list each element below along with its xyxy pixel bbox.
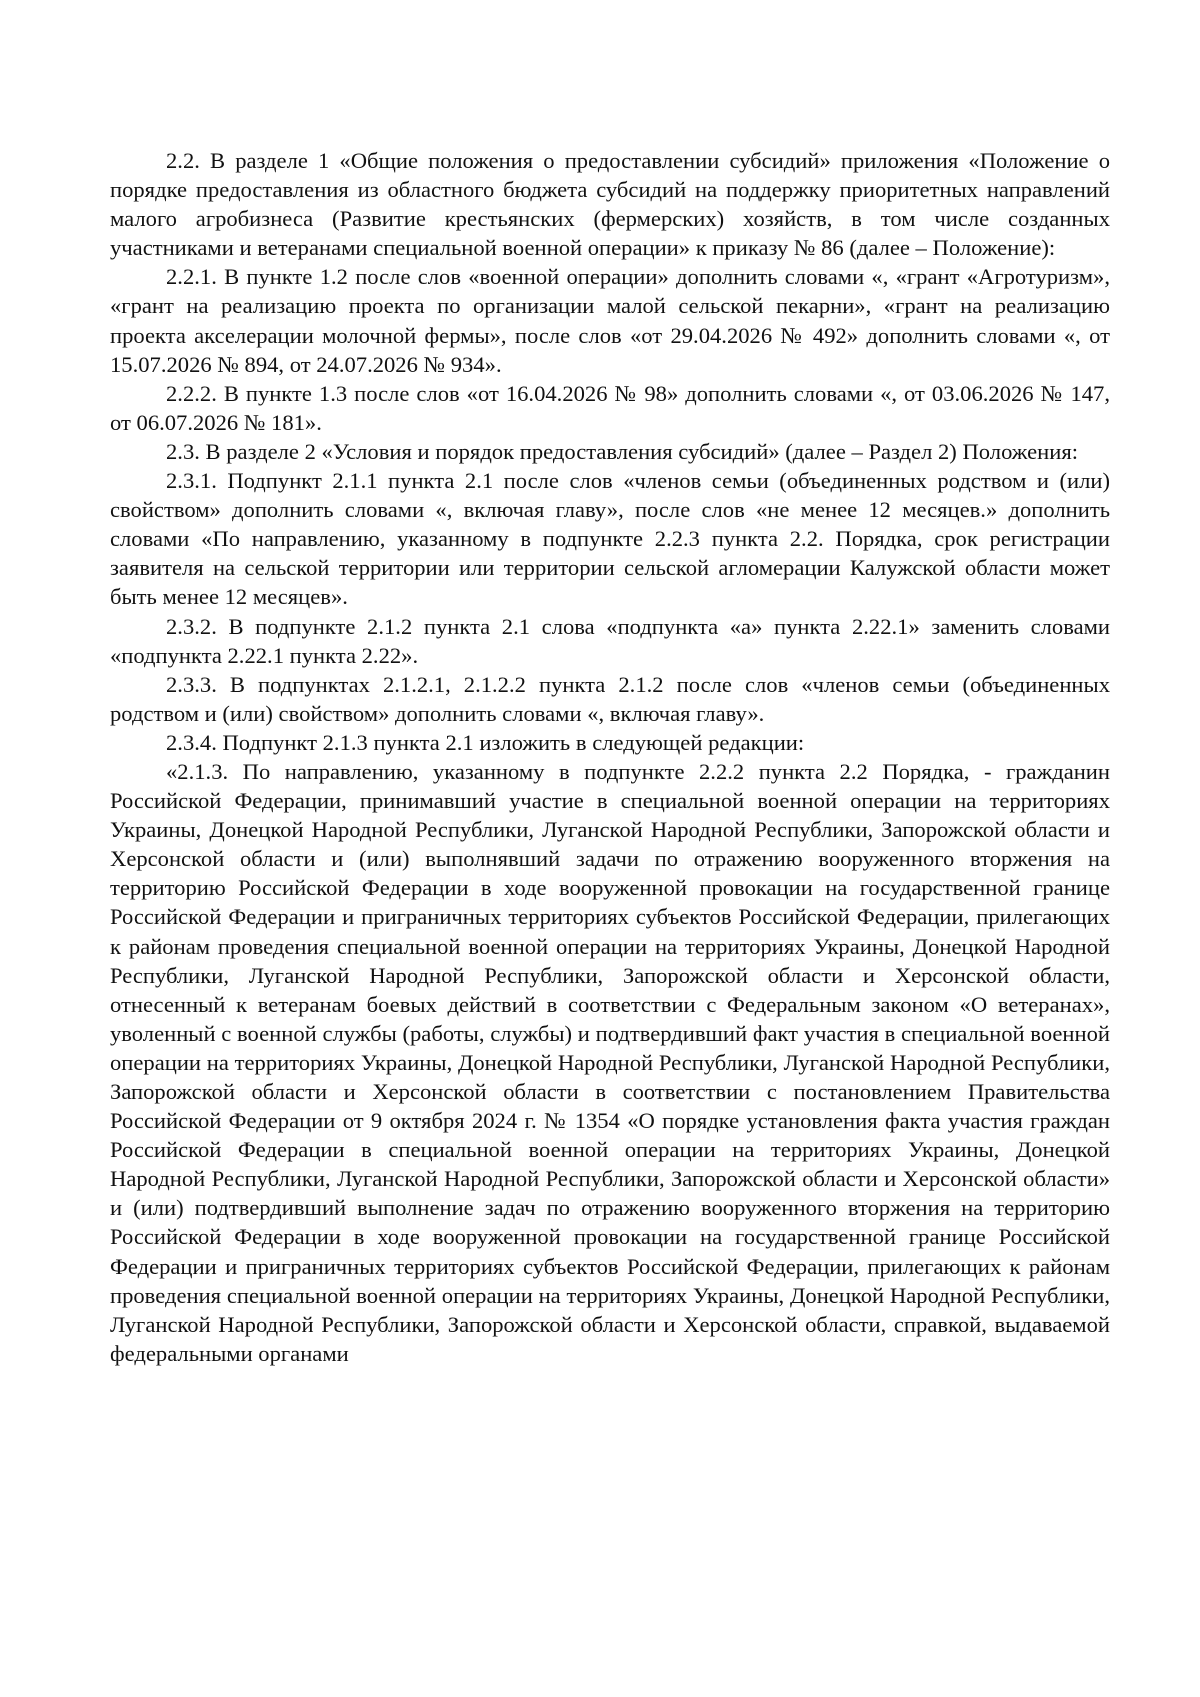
paragraph-2-3-4: 2.3.4. Подпункт 2.1.3 пункта 2.1 изложить в следующей редакции: bbox=[166, 729, 805, 755]
paragraph-2-1-3-quote: «2.1.3. По направлению, указанному в подпункте 2.2.2 пункта 2.2 Порядка, - гражданин Российской Федерации, принимавший участие в специальной военной операции на территориях Украины, Донецкой Народной Республики, Луганской Народной Республики, Запорожской области и Херсонской области и (или) выполнявший задачи по отражению вооруженного вторжения на территорию Российской Федерации в ходе вооруженной провокации на государственной границе Российской Федерации и приграничных территориях субъектов Российской Федерации, прилегающих к районам проведения специальной военной операции на территориях Украины, Донецкой Народной Республики, Луганской Народной Республики, Запорожской области и Херсонской области, отнесенный к ветеранам боевых действий в соответствии с Федеральным законом «О ветеранах», уволенный с военной службы (работы, службы) и подтвердивший факт участия в специальной военной операции на территориях Украины, Донецкой Народной Республики, Луганской Народной Республики, Запорожской области и Херсонской области в соответствии с постановлением Правительства Российской Федерации от 9 октября 2024 г. № 1354 «О порядке установления факта участия граждан Российской Федерации в специальной военной операции на территориях Украины, Донецкой Народной Республики, Луганской Народной Республики, Запорожской области и Херсонской области» и (или) подтвердивший выполнение задач по отражению вооруженного вторжения на территорию Российской Федерации в ходе вооруженной провокации на государственной границе Российской Федерации и приграничных территориях субъектов Российской Федерации, прилегающих к районам проведения специальной военной операции на территориях Украины, Донецкой Народной Республики, Луганской Народной Республики, Запорожской области и Херсонской области, справкой, выдаваемой федеральными органами bbox=[110, 758, 1110, 1366]
paragraph-2-3-3: 2.3.3. В подпунктах 2.1.2.1, 2.1.2.2 пункта 2.1.2 после слов «членов семьи (объединенных родством и (или) свойством» дополнить словами «, включая главу». bbox=[110, 671, 1110, 726]
paragraph-2-3-2: 2.3.2. В подпункте 2.1.2 пункта 2.1 слова «подпункта «а» пункта 2.22.1» заменить словами «подпункта 2.22.1 пункта 2.22». bbox=[110, 613, 1110, 668]
paragraph-2-2-2: 2.2.2. В пункте 1.3 после слов «от 16.04.2026 № 98» дополнить словами «, от 03.06.2026 № 147, от 06.07.2026 № 181». bbox=[110, 380, 1110, 435]
document-page bbox=[110, 146, 1110, 1368]
paragraph-2-3: 2.3. В разделе 2 «Условия и порядок предоставления субсидий» (далее – Раздел 2) Положения: bbox=[166, 438, 1078, 464]
paragraph-2-2-1: 2.2.1. В пункте 1.2 после слов «военной операции» дополнить словами «, «грант «Агротуризм», «грант на реализацию проекта по организации малой сельской пекарни», «грант на реализацию проекта акселерации молочной фермы», после слов «от 29.04.2026 № 492» дополнить словами «, от 15.07.2026 № 894, от 24.07.2026 № 934». bbox=[110, 264, 1110, 377]
paragraph-2-3-1: 2.3.1. Подпункт 2.1.1 пункта 2.1 после слов «членов семьи (объединенных родством и (или) свойством» дополнить словами «, включая главу», после слов «не менее 12 месяцев.» дополнить словами «По направлению, указанному в подпункте 2.2.3 пункта 2.2. Порядка, срок регистрации заявителя на сельской территории или территории сельской агломерации Калужской области может быть менее 12 месяцев». bbox=[110, 468, 1110, 610]
paragraph-2-2: 2.2. В разделе 1 «Общие положения о предоставлении субсидий» приложения «Положение о порядке предоставления из областного бюджета субсидий на поддержку приоритетных направлений малого агробизнеса (Развитие крестьянских (фермерских) хозяйств, в том числе созданных участниками и ветеранами специальной военной операции» к приказу № 86 (далее – Положение): bbox=[110, 148, 1110, 261]
